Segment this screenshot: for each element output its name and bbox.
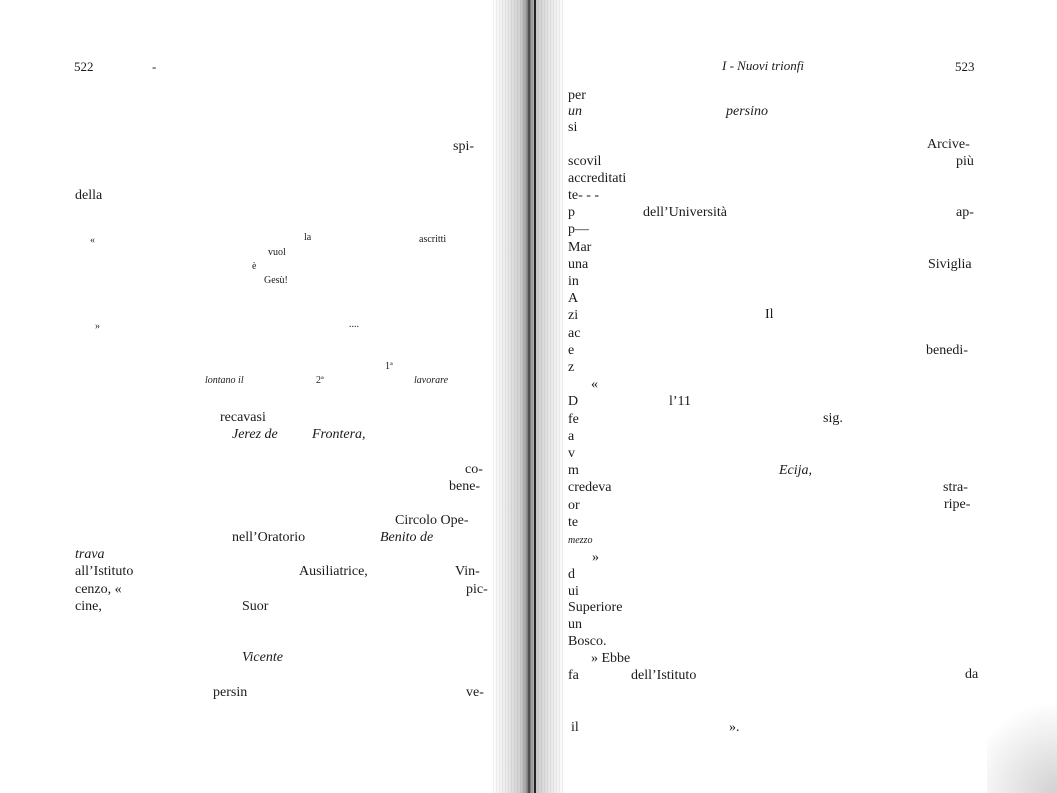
- word: ....: [349, 319, 359, 330]
- word: Ausiliatrice,: [299, 564, 368, 579]
- word: pic-: [466, 582, 488, 597]
- word: » Ebbe: [591, 651, 631, 666]
- word: Mar: [568, 240, 592, 255]
- word: «: [591, 377, 598, 392]
- word: dell’Istituto: [631, 668, 697, 683]
- left-page: [0, 0, 510, 793]
- word: vuol: [268, 247, 286, 258]
- word: accreditati: [568, 171, 627, 186]
- word: 2ª: [316, 375, 324, 386]
- word: lavorare: [414, 375, 449, 386]
- word: stra-: [943, 480, 968, 495]
- word: »: [592, 550, 599, 565]
- word: Superiore: [568, 600, 623, 615]
- word: ».: [729, 720, 740, 735]
- word: è: [252, 261, 257, 272]
- word: benedi-: [926, 343, 968, 358]
- word: dell’Università: [643, 205, 727, 220]
- word: Circolo Ope-: [395, 513, 469, 528]
- word: Jerez de: [232, 427, 278, 442]
- header-dash: -: [152, 59, 157, 74]
- word: da: [965, 667, 979, 682]
- word: fa: [568, 668, 579, 683]
- word: un: [568, 104, 582, 119]
- word: A: [568, 291, 579, 306]
- word: persino: [726, 104, 768, 119]
- word: Gesù!: [264, 275, 288, 286]
- word: in: [568, 274, 579, 289]
- word: ascritti: [419, 234, 447, 245]
- word: per: [568, 88, 586, 103]
- word: te: [568, 515, 579, 530]
- word: l’11: [669, 394, 692, 409]
- word: Benito de: [380, 530, 434, 545]
- word: Frontera,: [312, 427, 366, 442]
- word: Siviglia: [928, 257, 972, 272]
- word: Suor: [242, 599, 269, 614]
- word: una: [568, 257, 589, 272]
- page-number: 522: [74, 59, 94, 74]
- word: all’Istituto: [75, 564, 134, 579]
- word: Bosco.: [568, 634, 607, 649]
- word: mezzo: [568, 535, 593, 546]
- word: te- - -: [568, 188, 600, 203]
- right-page: [530, 0, 1057, 793]
- word: m: [568, 463, 579, 478]
- word: a: [568, 429, 575, 444]
- word: ui: [568, 584, 579, 599]
- word: D: [568, 394, 579, 409]
- word: trava: [75, 547, 105, 562]
- word: bene-: [449, 479, 481, 494]
- word: Ecija,: [779, 463, 813, 478]
- word: Il: [765, 307, 774, 322]
- word: ac: [568, 326, 581, 341]
- word: ve-: [466, 685, 484, 700]
- word: recavasi: [220, 410, 266, 425]
- word: v: [568, 446, 575, 461]
- word: zi: [568, 308, 579, 323]
- word: z: [568, 360, 575, 375]
- word: sig.: [823, 411, 843, 426]
- word: cine,: [75, 599, 102, 614]
- word: «: [90, 235, 95, 246]
- word: persin: [213, 685, 248, 700]
- word: la: [304, 232, 312, 243]
- word: »: [95, 321, 100, 332]
- word: Vin-: [455, 564, 480, 579]
- word: della: [75, 188, 103, 203]
- word: or: [568, 498, 580, 513]
- word: d: [568, 567, 575, 582]
- word: p—: [568, 222, 589, 237]
- word: 1ª: [385, 361, 393, 372]
- word: fe: [568, 412, 579, 427]
- word: lontano il: [205, 375, 244, 386]
- word: co-: [465, 462, 483, 477]
- word: nell’Oratorio: [232, 530, 306, 545]
- word: Vicente: [242, 650, 283, 665]
- word: Arcive-: [927, 137, 970, 152]
- word: il: [571, 720, 579, 735]
- word: e: [568, 343, 575, 358]
- word: credeva: [568, 480, 612, 495]
- word: p: [568, 205, 575, 220]
- word: un: [568, 617, 582, 632]
- running-title: I - Nuovi trionfi: [722, 58, 804, 73]
- word: più: [956, 154, 974, 169]
- word: ap-: [956, 205, 974, 220]
- word: spi-: [453, 139, 474, 154]
- page-number: 523: [955, 59, 975, 74]
- word: ripe-: [944, 497, 971, 512]
- word: scovil: [568, 154, 602, 169]
- word: si: [568, 120, 578, 135]
- word: cenzo, «: [75, 582, 122, 597]
